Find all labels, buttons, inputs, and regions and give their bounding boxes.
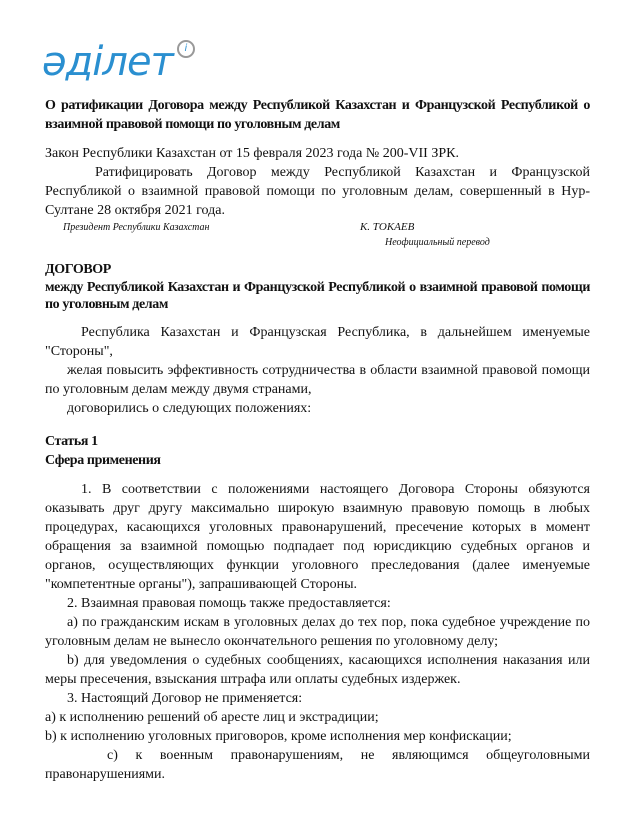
- preamble-line: договорились о следующих положениях:: [67, 401, 312, 416]
- signature-position: Президент Республики Казахстан: [63, 222, 210, 233]
- article-paragraph: b) к исполнению уголовных приговоров, кроме исполнения мер конфискации;: [45, 729, 512, 744]
- ratification-text: Ратифицировать Договор между Республикой Казахстан и Французской Республикой о взаимной правовой помощи по уголовным делам, совершенный в Нур-Султане 28 октября 2021 года.: [45, 165, 590, 218]
- document-body: [45, 96, 590, 784]
- logo-text: әділет: [42, 39, 173, 85]
- signature-block: [45, 220, 590, 250]
- adilet-logo[interactable]: [42, 40, 195, 84]
- info-icon: i: [177, 40, 195, 58]
- treaty-subtitle: между Республикой Казахстан и Французской Республикой о взаимной правовой помощи по уголовным делам: [45, 280, 590, 312]
- article-title: Сфера применения: [45, 453, 161, 468]
- article-number: Статья 1: [45, 434, 98, 449]
- preamble-line: желая повысить эффективность сотрудничества в области взаимной правовой помощи по уголовным делам между двумя странами,: [45, 363, 590, 397]
- document-title: О ратификации Договора между Республикой Казахстан и Французской Республикой о взаимной правовой помощи по уголовным делам: [45, 98, 590, 132]
- article-paragraph: c) к военным правонарушениям, не являющимся общеуголовными правонарушениями.: [45, 748, 590, 782]
- article-paragraph: 2. Взаимная правовая помощь также предоставляется:: [67, 596, 391, 611]
- article-paragraph: 1. В соответствии с положениями настоящего Договора Стороны обязуются оказывать друг другу максимально широкую взаимную правовую помощь в любых процедурах, касающихся уголовных правонарушений, пресечение которых в момент обращения за взаимной помощью подпадает под юрисдикцию судебных органов и органов, осуществляющих функции уголовного преследования (далее именуемые "компетентные органы"), запрашивающей Стороны.: [45, 482, 590, 592]
- article-paragraph: 3. Настоящий Договор не применяется:: [67, 691, 303, 706]
- treaty-heading: ДОГОВОР: [45, 262, 111, 277]
- signature-name: К. ТОКАЕВ: [360, 221, 415, 233]
- unofficial-translation-note: Неофициальный перевод: [385, 237, 490, 248]
- article-paragraph: b) для уведомления о судебных сообщениях, касающихся исполнения наказания или меры пресечения, взыскания штрафа или оплаты судебных издержек.: [45, 653, 590, 687]
- article-paragraph: а) по гражданским искам в уголовных делах до тех пор, пока судебное учреждение по уголовным делам не вынесло окончательного решения по уголовному делу;: [45, 615, 590, 649]
- preamble-line: Республика Казахстан и Французская Республика, в дальнейшем именуемые "Стороны",: [45, 325, 590, 359]
- law-reference: Закон Республики Казахстан от 15 февраля 2023 года № 200-VII ЗРК.: [45, 146, 459, 161]
- article-paragraph: a) к исполнению решений об аресте лиц и экстрадиции;: [45, 710, 379, 725]
